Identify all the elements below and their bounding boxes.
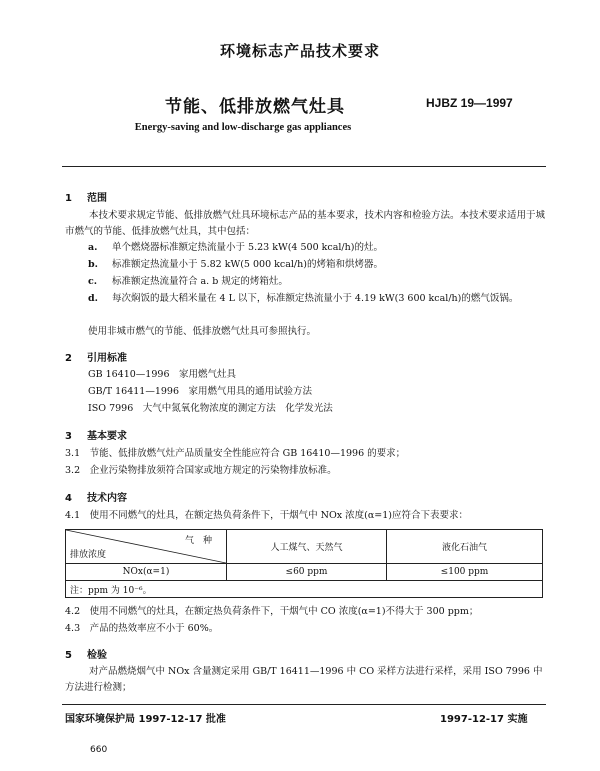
inspection-paragraph: 对产品燃烧烟气中 NOx 含量测定采用 GB/T 16411—1996 中 CO 采样方法进行采样，采用 ISO 7996 中方法进行检测； <box>65 666 543 693</box>
section-5-heading <box>65 646 107 661</box>
section-title: 技术内容 <box>87 493 127 504</box>
section-number: 4 <box>65 493 72 504</box>
header-divider <box>62 166 546 167</box>
reference-item: ISO 7996 大气中氮氧化物浓度的测定方法 化学发光法 <box>88 403 333 414</box>
section-number: 1 <box>65 193 72 204</box>
table-note: 注：ppm 为 10⁻⁶。 <box>66 581 543 598</box>
section-number: 3 <box>65 431 72 442</box>
reference-item: GB 16410—1996 家用燃气灶具 <box>88 369 236 380</box>
implementation-date: 1997-12-17 实施 <box>440 714 528 725</box>
section-number: 5 <box>65 650 72 661</box>
col-header: 人工煤气、天然气 <box>227 530 387 564</box>
requirement-item: 3.1 节能、低排放燃气灶产品质量安全性能应符合 GB 16410—1996 的要求； <box>65 448 406 459</box>
item-label: d. <box>88 293 98 304</box>
section-title: 基本要求 <box>87 431 127 442</box>
page-number: 660 <box>90 745 108 755</box>
table-cell: ≤100 ppm <box>387 564 543 581</box>
table-cell: ≤60 ppm <box>227 564 387 581</box>
standard-code: HJBZ 19—1997 <box>426 96 513 110</box>
table-corner-cell <box>66 530 227 564</box>
footer-divider <box>62 704 546 705</box>
english-title: Energy-saving and low-discharge gas appliances <box>134 122 352 133</box>
item-text: 标准额定热流量符合 a. b 规定的烤箱灶。 <box>112 276 288 287</box>
scope-note: 使用非城市燃气的节能、低排放燃气灶具可参照执行。 <box>88 326 317 337</box>
section-4-heading <box>65 489 127 504</box>
section-title: 检验 <box>87 650 107 661</box>
section-title: 引用标准 <box>87 353 127 364</box>
item-label: c. <box>88 276 98 287</box>
approval-line: 国家环境保护局 1997-12-17 批准 <box>65 714 226 725</box>
item-text: 每次焖饭的最大稻米量在 4 L 以下，标准额定热流量小于 4.19 kW(3 600 kcal/h)的燃气饭锅。 <box>112 293 519 304</box>
clause-4-3: 4.3 产品的热效率应不小于 60%。 <box>65 623 219 634</box>
nox-limit-table <box>65 529 543 598</box>
page-title: 节能、低排放燃气灶具 <box>165 97 345 117</box>
section-1-heading <box>65 189 107 204</box>
reference-item: GB/T 16411—1996 家用燃气用具的通用试验方法 <box>88 386 313 397</box>
row-label: NOx(α=1) <box>66 564 227 581</box>
clause-4-2: 4.2 使用不同燃气的灶具，在额定热负荷条件下，干烟气中 CO 浓度(α=1)不得大于 300 ppm； <box>65 606 479 617</box>
section-title: 范围 <box>87 193 107 204</box>
scope-item-d <box>65 291 545 307</box>
clause-4-1: 4.1 使用不同燃气的灶具，在额定热负荷条件下，干烟气中 NOx 浓度(α=1)应符合下表要求： <box>65 510 468 521</box>
item-text: 标准额定热流量小于 5.82 kW(5 000 kcal/h)的烤箱和烘烤器。 <box>112 259 383 270</box>
standard-category: 环境标志产品技术要求 <box>219 42 380 60</box>
item-text: 单个燃烧器标准额定热流量小于 5.23 kW(4 500 kcal/h)的灶。 <box>112 242 383 253</box>
header-gas-type: 气 种 <box>184 536 212 546</box>
section-2-heading <box>65 349 127 364</box>
section-3-heading <box>65 427 127 442</box>
scope-item-c <box>88 274 543 290</box>
item-label: a. <box>88 242 98 253</box>
item-label: b. <box>88 259 98 270</box>
scope-item-a <box>88 240 543 256</box>
col-header: 液化石油气 <box>387 530 543 564</box>
scope-item-b <box>88 257 543 273</box>
scope-paragraph: 本技术要求规定节能、低排放燃气灶具环境标志产品的基本要求，技术内容和检验方法。本技术要求适用于城市燃气的节能、低排放燃气灶具，其中包括： <box>65 210 546 237</box>
section-number: 2 <box>65 353 72 364</box>
header-emission: 排放浓度 <box>70 550 107 560</box>
requirement-item: 3.2 企业污染物排放须符合国家或地方规定的污染物排放标准。 <box>65 465 337 476</box>
